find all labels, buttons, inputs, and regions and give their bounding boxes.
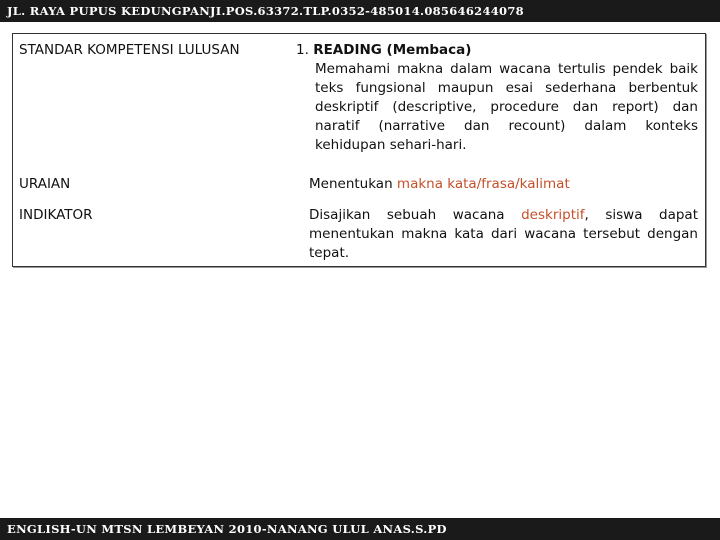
footer-credit: ENGLISH-UN MTSN LEMBEYAN 2010-NANANG ULUL ANAS.S.PD [7,522,447,536]
row-label-standar: STANDAR KOMPETENSI LULUSAN [19,42,240,58]
row-value-indikator [309,206,698,263]
heading-number: 1. [296,42,309,58]
reading-heading [296,41,698,60]
uraian-prefix: Menentukan [309,176,397,192]
row-value-uraian [309,175,698,194]
uraian-highlight: makna kata/frasa/kalimat [396,176,570,192]
row-label-uraian: URAIAN [19,176,71,192]
row-value-standar [296,41,698,155]
indikator-highlight: deskriptif [521,207,585,223]
header-address: JL. RAYA PUPUS KEDUNGPANJI.POS.63372.TLP.0352-485014.085646244078 [7,4,524,18]
competency-table [12,33,706,267]
header-bar [0,0,720,22]
indikator-suffix: , siswa dapat menentukan makna kata dari wacana tersebut dengan tepat. [309,207,698,261]
reading-description: Memahami makna dalam wacana tertulis pendek baik teks fungsional maupun esai sederhana berbentuk deskriptif (descriptive, procedure dan report) dan naratif (narrative dan recount) dalam konteks kehidupan sehari-hari. [315,61,698,153]
footer-bar [0,518,720,540]
indikator-prefix: Disajikan sebuah wacana [309,207,522,223]
row-label-indikator: INDIKATOR [19,207,93,223]
heading-title: READING (Membaca) [313,42,472,58]
